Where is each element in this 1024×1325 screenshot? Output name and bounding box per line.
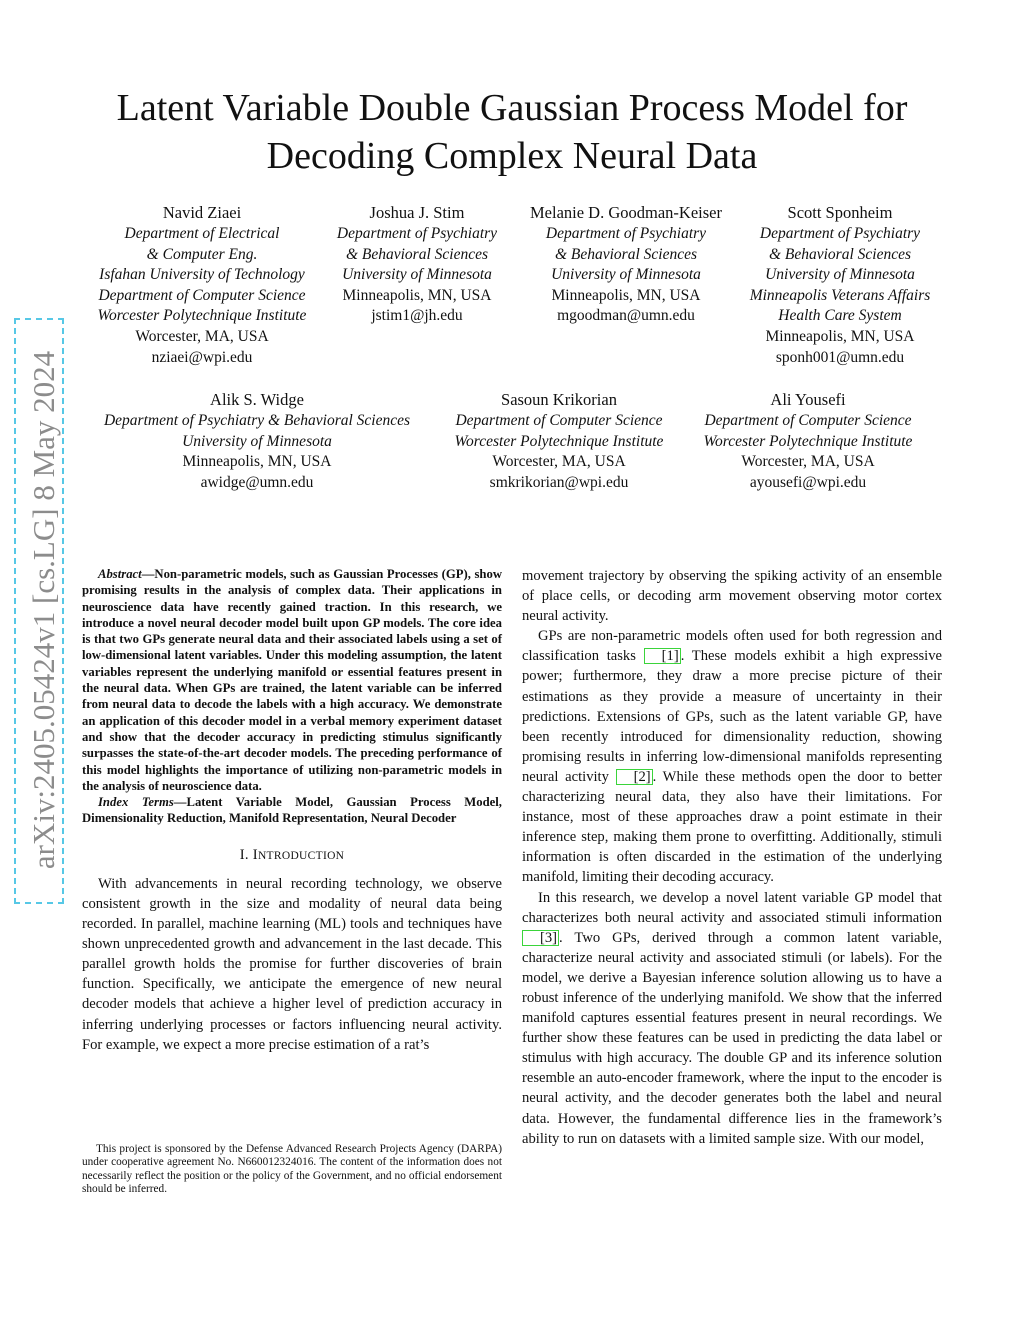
author-affiliation: Department of Computer Science xyxy=(455,412,663,429)
author-affiliation: Worcester Polytechnique Institute xyxy=(703,432,913,450)
author-affiliation: Worcester Polytechnique Institute xyxy=(454,432,664,450)
paragraph-text: GPs are non-parametric models often used for both regression and classification tasks xyxy=(522,628,942,665)
paragraph-text: . While these methods open the door to better characterizing neural data, they also have their limitations. For instance, most of these approaches draw a point estimate in their inference step, making them prone to overfitting. Additionally, stimuli information is often discarded in the estimation of the underlying manifold, limiting their decoding accuracy. xyxy=(522,768,942,886)
paragraph-text: In this research, we develop a novel latent variable GP model that characterizes both neural activity and associated stimuli information xyxy=(522,889,942,926)
author-location: Minneapolis, MN, USA xyxy=(182,453,332,471)
author-name: Alik S. Widge xyxy=(210,390,304,409)
author-block xyxy=(512,202,740,327)
author-location: Worcester, MA, USA xyxy=(492,453,626,471)
title-line-2: Decoding Complex Neural Data xyxy=(266,135,758,177)
funding-footnote: This project is sponsored by the Defense Advanced Research Projects Agency (DARPA) under cooperative agreement No. N660012324016. The content of the information does not necessarily reflect the position or the policy of the Government, and no official endorsement should be inferred. xyxy=(82,1143,502,1196)
author-email[interactable]: mgoodman@umn.edu xyxy=(557,307,695,325)
author-name: Melanie D. Goodman-Keiser xyxy=(530,203,722,222)
paper-title xyxy=(60,84,964,180)
author-block xyxy=(690,389,926,493)
citation-link[interactable]: [1] xyxy=(644,648,681,664)
author-name: Joshua J. Stim xyxy=(369,203,465,222)
abstract-label: Abstract xyxy=(98,567,142,581)
index-terms-text: —Latent Variable Model, Gaussian Process Model, Dimensionality Reduction, Manifold Representation, Neural Decoder xyxy=(82,795,502,826)
abstract-text: —Non-parametric models, such as Gaussian Processes (GP), show promising results in the analysis of complex data. Their applications in neuroscience data have recently gained traction. In this research, we introduce a novel neural decoder model built upon GP models. The core idea is that two GPs generate neural data and their associated labels using a set of low-dimensional latent variables. Under this modeling assumption, the latent variables represent the underlying manifold or essential features present in the neural data. When GPs are trained, the latent variable can be inferred from neural data to decode the labels with a high accuracy. We demonstrate an application of this decoder model in a verbal memory experiment dataset and show that the decoder accuracy in predicting stimulus significantly surpasses the state-of-the-art decoder models. The preceding performance of this model highlights the importance of utilizing non-parametric models in the analysis of neuroscience data. xyxy=(82,567,502,793)
section-heading-introduction xyxy=(82,845,502,866)
author-email[interactable]: sponh001@umn.edu xyxy=(775,348,905,366)
author-affiliation: Department of Psychiatry xyxy=(759,225,921,242)
author-affiliation: Department of Electrical xyxy=(124,225,280,242)
paragraph-text: . Two GPs, derived through a common latent variable, characterize neural activity and associated stimuli (or labels). For the model, we derive a Bayesian inference solution allowing us to have a robust inference of the underlying manifold. We show that the inferred manifold captures essential features present in neural recordings. We further show these features can be used in predicting the data label or stimulus with high accuracy. The double GP and its inference solution resemble an auto-encoder framework, where the input to the encoder is neural activity, and the decoder generates both the label and neural data. However, the fundamental difference lies in the framework’s ability to run on datasets with a limited sample size. With our model, xyxy=(522,929,942,1147)
author-location: Minneapolis, MN, USA xyxy=(551,286,701,304)
section-rest: NTRODUCTION xyxy=(257,849,345,862)
section-numeral: I. xyxy=(239,846,249,863)
author-block xyxy=(82,389,432,493)
author-affiliation: University of Minnesota xyxy=(765,266,915,284)
author-affiliation: Department of Psychiatry xyxy=(545,225,707,242)
author-email[interactable]: awidge@umn.edu xyxy=(200,473,314,491)
author-email[interactable]: smkrikorian@wpi.edu xyxy=(489,473,629,491)
author-affiliation: Department of Psychiatry xyxy=(336,225,498,242)
citation-link[interactable]: [3] xyxy=(522,930,559,946)
author-affiliation: & Behavioral Sciences xyxy=(554,245,698,263)
author-affiliation: Department of Psychiatry & Behavioral Sciences xyxy=(103,412,411,429)
author-email[interactable]: ayousefi@wpi.edu xyxy=(749,473,867,491)
arxiv-identifier[interactable]: arXiv:2405.05424v1 [cs.LG] 8 May 2024 xyxy=(26,350,61,870)
author-block xyxy=(82,202,322,368)
author-location: Worcester, MA, USA xyxy=(741,453,875,471)
author-block xyxy=(734,202,946,368)
citation-link[interactable]: [2] xyxy=(616,769,653,785)
author-email[interactable]: jstim1@jh.edu xyxy=(371,307,463,325)
author-name: Ali Yousefi xyxy=(770,390,846,409)
author-location: Minneapolis, MN, USA xyxy=(765,327,915,345)
section-initial: I xyxy=(252,846,258,863)
intro-paragraph-1: With advancements in neural recording technology, we observe consistent growth in the size and modality of neural data being recorded. In parallel, machine learning (ML) tools and techniques have shown unprecedented growth and advancement in the last decade. This parallel growth holds the promise for further discoveries of brain function. Specifically, we anticipate the emergence of new neural decoder models that achieve a higher level of prediction accuracy in inferring underlying processes or factors influencing neural activity. For example, we expect a more precise estimation of a rat’s xyxy=(82,875,502,1053)
author-affiliation: University of Minnesota xyxy=(342,266,492,284)
left-column xyxy=(82,566,502,1055)
author-affiliation: & Behavioral Sciences xyxy=(345,245,489,263)
index-terms-label: Index Terms xyxy=(98,795,174,810)
intro-paragraph-2 xyxy=(522,626,942,887)
author-affiliation: & Computer Eng. xyxy=(146,245,258,263)
author-affiliation: Isfahan University of Technology xyxy=(99,266,305,284)
author-affiliation: University of Minnesota xyxy=(182,432,332,450)
author-block xyxy=(440,389,678,493)
paragraph-text: . These models exhibit a high expressive power; furthermore, they draw a more precise picture of their estimations as they provide a measure of uncertainty in their predictions. Extensions of GPs, such as the latent variable GP, have been recently introduced for dimensionality reduction, showing promising results in inferring low-dimensional manifolds representing neural activity xyxy=(522,648,943,785)
author-email[interactable]: nziaei@wpi.edu xyxy=(151,348,253,366)
author-affiliation: Department of Computer Science xyxy=(704,412,912,429)
title-line-1: Latent Variable Double Gaussian Process Model for xyxy=(116,87,908,129)
author-block xyxy=(322,202,512,327)
abstract xyxy=(82,566,502,827)
author-name: Sasoun Krikorian xyxy=(501,390,617,409)
right-column xyxy=(522,566,942,1149)
author-name: Navid Ziaei xyxy=(162,203,242,222)
author-location: Minneapolis, MN, USA xyxy=(342,286,492,304)
author-affiliation: Health Care System xyxy=(778,307,902,325)
author-affiliation: University of Minnesota xyxy=(551,266,701,284)
author-affiliation: Worcester Polytechnique Institute xyxy=(97,307,307,325)
author-name: Scott Sponheim xyxy=(787,203,893,222)
author-affiliation: Minneapolis Veterans Affairs xyxy=(749,286,931,304)
intro-paragraph-1-continued: movement trajectory by observing the spiking activity of an ensemble of place cells, or decoding arm movement observing motor cortex neural activity. xyxy=(522,568,942,625)
author-location: Worcester, MA, USA xyxy=(135,327,269,345)
author-affiliation: & Behavioral Sciences xyxy=(768,245,912,263)
author-affiliation: Department of Computer Science xyxy=(98,286,306,304)
intro-paragraph-3 xyxy=(522,888,942,1149)
